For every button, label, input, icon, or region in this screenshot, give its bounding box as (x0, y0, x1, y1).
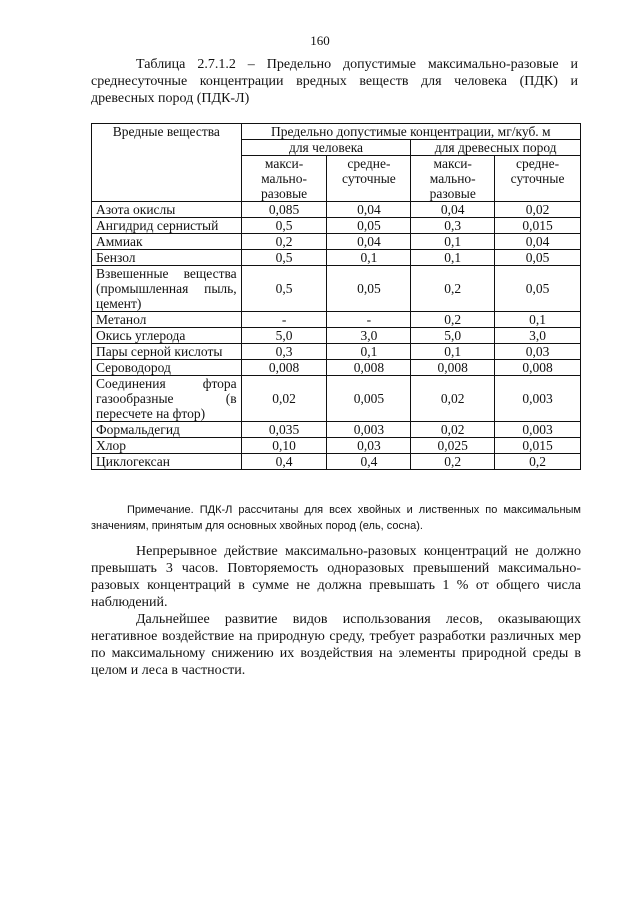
header-line: макси- (264, 156, 304, 171)
value-cell: 0,03 (327, 438, 411, 454)
table-caption: Таблица 2.7.1.2 – Предельно допустимые максимально-разовые и среднесуточные концентрации вредных веществ для человека (ПДК) и древесных пород (ПДК-Л) (91, 57, 578, 106)
value-cell: 0,1 (411, 234, 495, 250)
table-row (92, 218, 581, 234)
header-line: средне- (515, 156, 560, 171)
value-cell: 0,02 (241, 376, 327, 422)
header-limits: Предельно допустимые концентрации, мг/куб. м (241, 124, 580, 140)
substance-name: Пары серной кислоты (92, 344, 242, 360)
name-line: Взвешенные вещества (96, 266, 237, 281)
value-cell: 0,1 (327, 344, 411, 360)
header-line: макси- (433, 156, 472, 171)
table-row (92, 454, 581, 470)
table-row (92, 202, 581, 218)
value-cell: 0,5 (241, 266, 327, 312)
value-cell: 3,0 (327, 328, 411, 344)
table-row (92, 376, 581, 422)
value-cell: - (327, 312, 411, 328)
value-cell: 0,05 (327, 218, 411, 234)
table-note: Примечание. ПДК-Л рассчитаны для всех хвойных и лиственных по максимальным значениям, принятым для основных хвойных пород (ель, сосна). (91, 504, 581, 532)
value-cell: 0,008 (241, 360, 327, 376)
substance-name: Сероводород (92, 360, 242, 376)
value-cell: - (241, 312, 327, 328)
pdk-table (91, 123, 581, 470)
header-line: мально- (429, 171, 476, 186)
value-cell: 0,2 (411, 454, 495, 470)
table-row (92, 422, 581, 438)
substance-name (92, 266, 242, 312)
value-cell: 0,003 (495, 422, 581, 438)
value-cell: 0,003 (495, 376, 581, 422)
value-cell: 0,05 (495, 266, 581, 312)
body-paragraph-2: Дальнейшее развитие видов использования лесов, оказывающих негативное воздействие на природную среду, требует разработки различных мер по максимальному снижению их воздействия на элементы природной среды в целом и леса в частности. (91, 612, 581, 678)
header-line: средне- (347, 156, 391, 171)
substance-name: Бензол (92, 250, 242, 266)
value-cell: 0,5 (241, 250, 327, 266)
name-line: (промышленная пыль, (96, 281, 237, 296)
header-line: разовые (260, 186, 308, 201)
value-cell: 0,4 (241, 454, 327, 470)
value-cell: 0,085 (241, 202, 327, 218)
table-row (92, 438, 581, 454)
value-cell: 0,008 (327, 360, 411, 376)
page-number: 160 (310, 33, 330, 48)
table-row (92, 344, 581, 360)
header-substances: Вредные вещества (92, 124, 242, 202)
value-cell: 0,1 (327, 250, 411, 266)
table-row (92, 234, 581, 250)
header-human: для человека (241, 140, 411, 156)
value-cell: 0,008 (495, 360, 581, 376)
value-cell: 0,02 (495, 202, 581, 218)
header-human-avg (327, 156, 411, 202)
substance-name: Формальдегид (92, 422, 242, 438)
value-cell: 3,0 (495, 328, 581, 344)
value-cell: 0,015 (495, 438, 581, 454)
value-cell: 0,4 (327, 454, 411, 470)
header-trees: для древесных пород (411, 140, 581, 156)
substance-name: Хлор (92, 438, 242, 454)
value-cell: 0,003 (327, 422, 411, 438)
value-cell: 0,02 (411, 422, 495, 438)
header-line: суточные (342, 171, 396, 186)
value-cell: 0,05 (327, 266, 411, 312)
name-line: цемент) (96, 296, 142, 311)
value-cell: 0,2 (495, 454, 581, 470)
value-cell: 0,5 (241, 218, 327, 234)
header-trees-max (411, 156, 495, 202)
substance-name: Аммиак (92, 234, 242, 250)
value-cell: 5,0 (241, 328, 327, 344)
value-cell: 0,10 (241, 438, 327, 454)
value-cell: 0,2 (411, 312, 495, 328)
value-cell: 0,035 (241, 422, 327, 438)
header-trees-avg (495, 156, 581, 202)
value-cell: 0,2 (411, 266, 495, 312)
value-cell: 0,05 (495, 250, 581, 266)
table-row (92, 328, 581, 344)
table-row (92, 360, 581, 376)
value-cell: 0,1 (411, 344, 495, 360)
value-cell: 0,3 (411, 218, 495, 234)
value-cell: 0,015 (495, 218, 581, 234)
header-line: мально- (261, 171, 308, 186)
substance-name: Циклогексан (92, 454, 242, 470)
table-row (92, 266, 581, 312)
table-row (92, 250, 581, 266)
value-cell: 0,02 (411, 376, 495, 422)
name-line: газообразные (в (96, 391, 237, 406)
value-cell: 0,008 (411, 360, 495, 376)
value-cell: 0,005 (327, 376, 411, 422)
value-cell: 5,0 (411, 328, 495, 344)
name-line: пересчете на фтор) (96, 406, 206, 421)
table-header-row-1 (92, 124, 581, 140)
value-cell: 0,04 (327, 234, 411, 250)
value-cell: 0,04 (495, 234, 581, 250)
table-row (92, 312, 581, 328)
substance-name (92, 376, 242, 422)
value-cell: 0,025 (411, 438, 495, 454)
value-cell: 0,2 (241, 234, 327, 250)
substance-name: Азота окислы (92, 202, 242, 218)
substance-name: Окись углерода (92, 328, 242, 344)
substance-name: Ангидрид сернистый (92, 218, 242, 234)
value-cell: 0,1 (495, 312, 581, 328)
body-paragraph-1: Непрерывное действие максимально-разовых концентраций не должно превышать 3 часов. Повторяемость одноразовых превышений максимально-разовых концентраций в сумме не должна превышать 1 % от общего числа наблюдений. (91, 544, 581, 610)
name-line: Соединения фтора (96, 376, 237, 391)
value-cell: 0,04 (411, 202, 495, 218)
value-cell: 0,04 (327, 202, 411, 218)
substance-name: Метанол (92, 312, 242, 328)
value-cell: 0,03 (495, 344, 581, 360)
header-line: разовые (429, 186, 476, 201)
header-human-max (241, 156, 327, 202)
value-cell: 0,3 (241, 344, 327, 360)
value-cell: 0,1 (411, 250, 495, 266)
header-line: суточные (510, 171, 565, 186)
